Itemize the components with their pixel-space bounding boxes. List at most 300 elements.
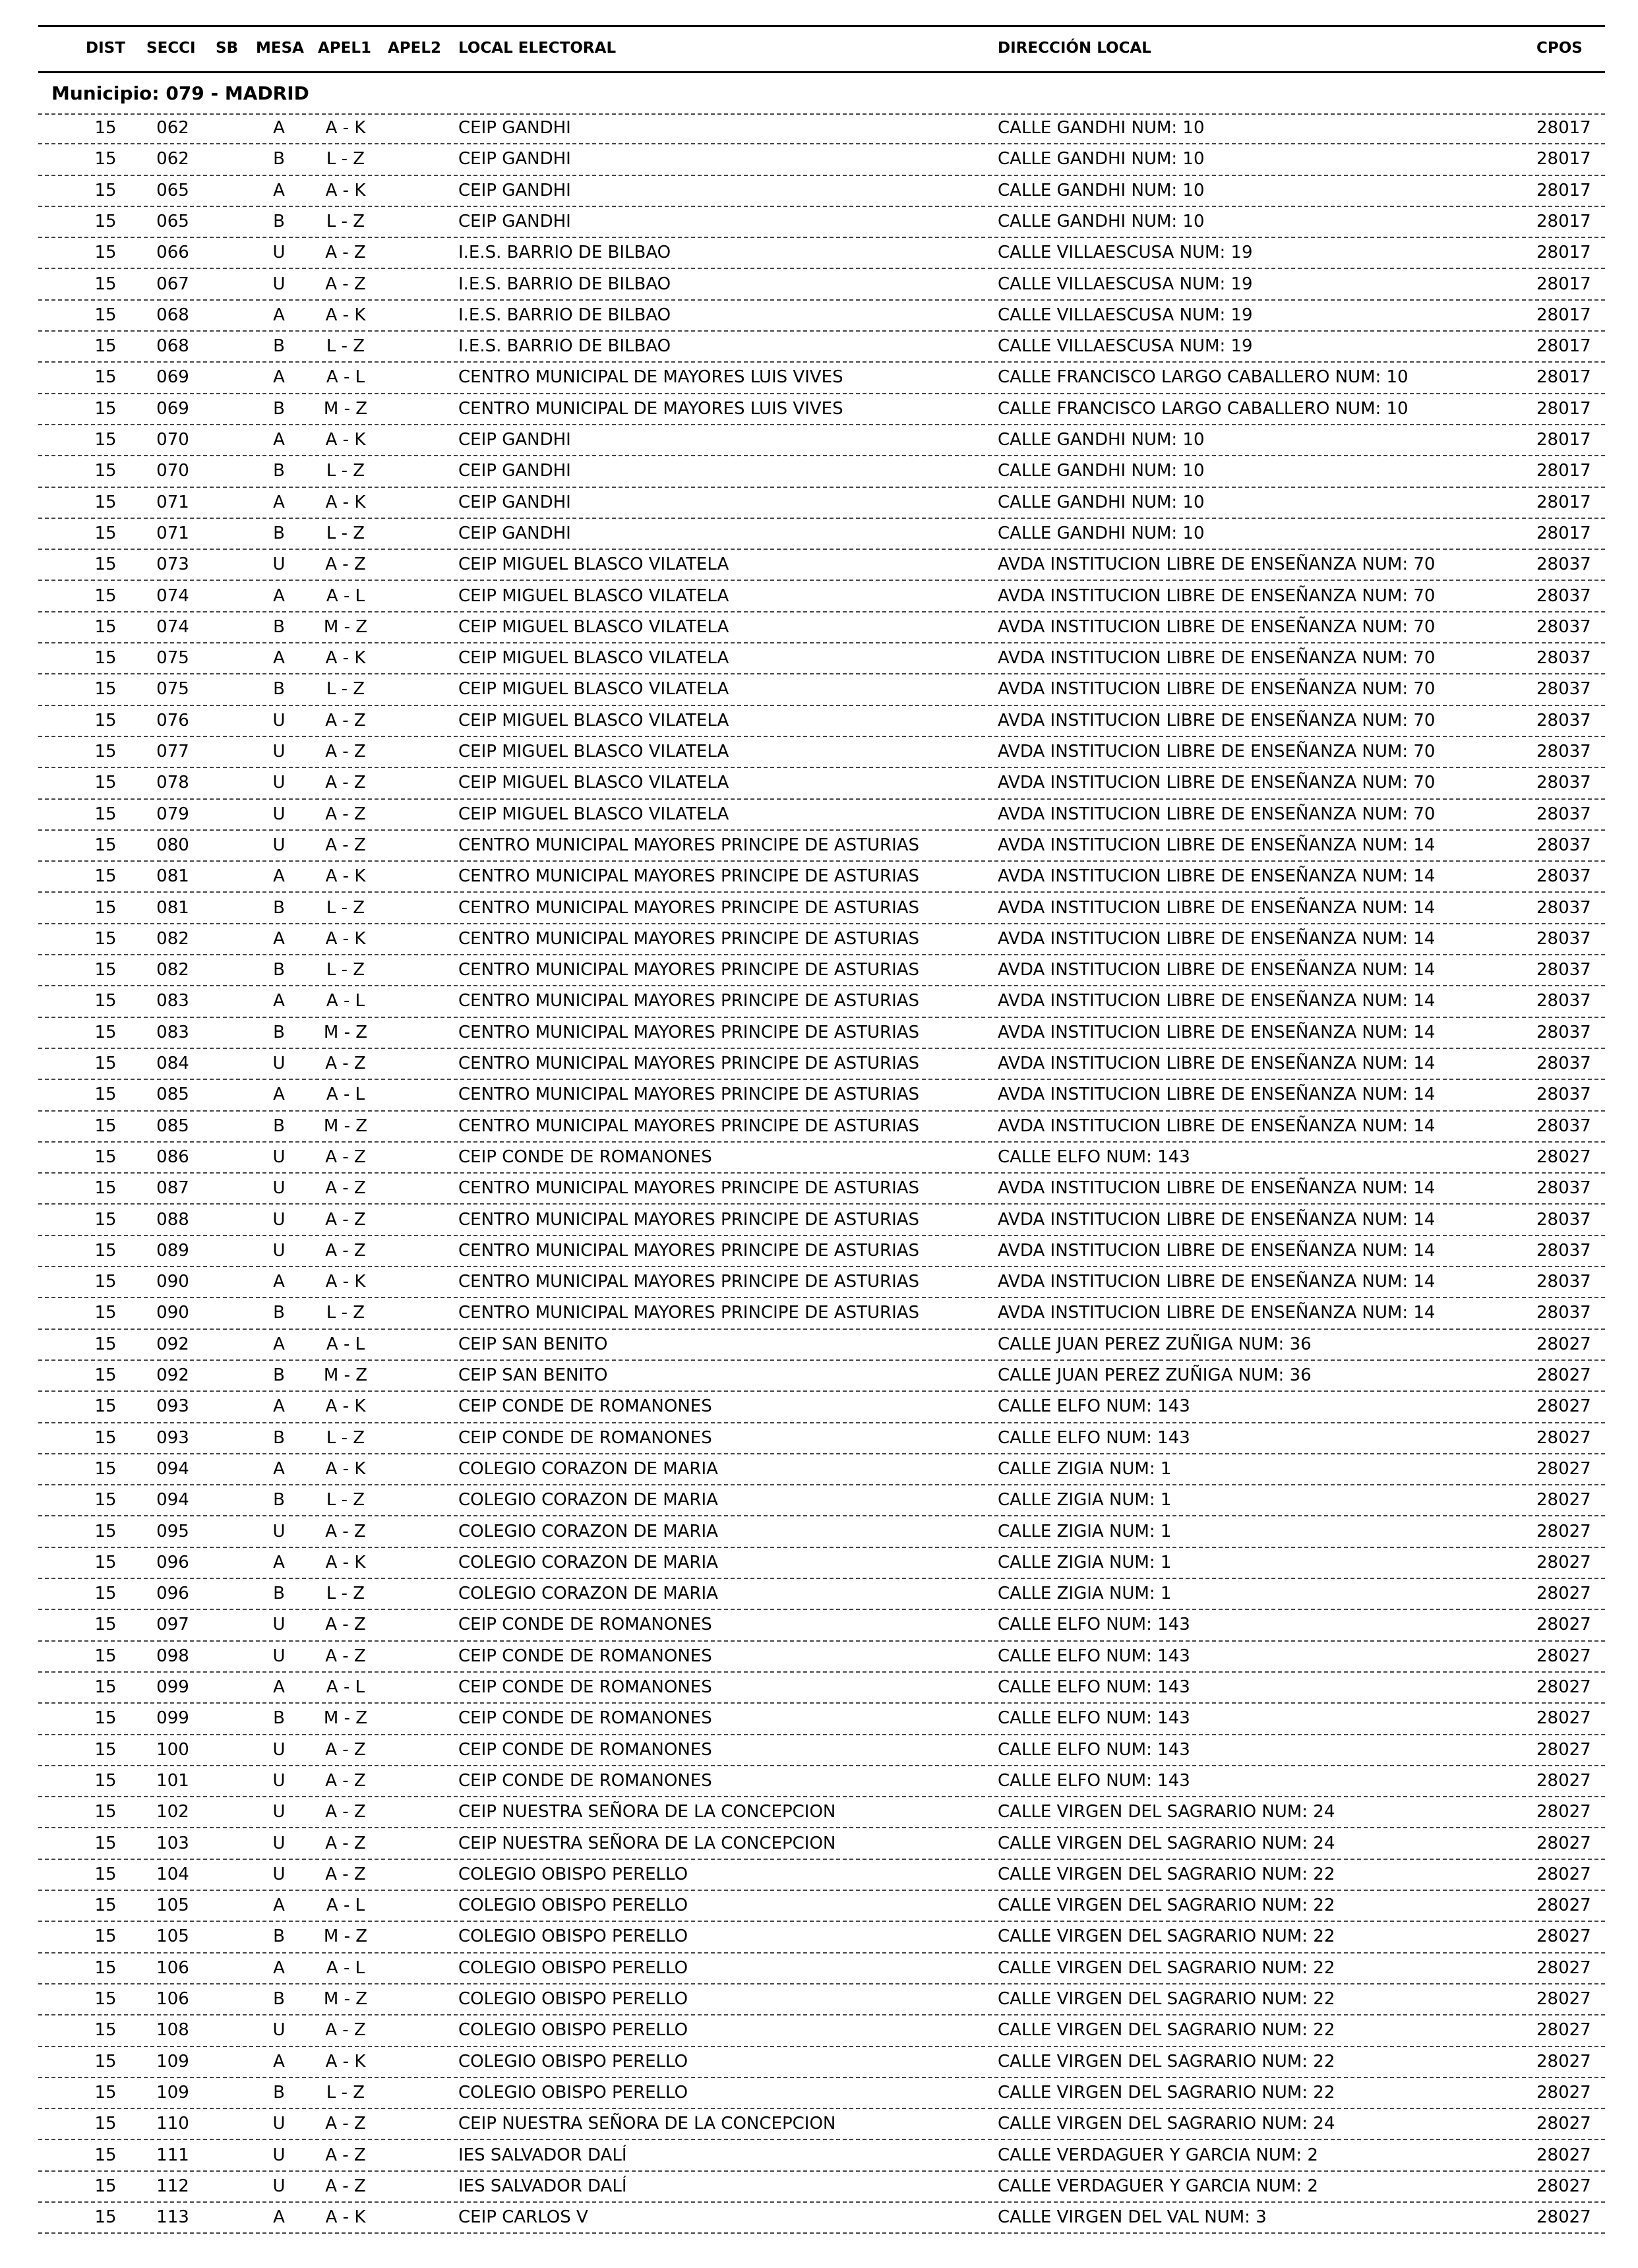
cell-mesa: U	[272, 2020, 286, 2041]
cell-secci: 096	[156, 1552, 189, 1572]
cell-local: CENTRO MUNICIPAL MAYORES PRINCIPE DE ASTURIAS	[458, 1303, 920, 1323]
cell-local: CENTRO MUNICIPAL DE MAYORES LUIS VIVES	[458, 367, 843, 388]
cell-cpos: 28017	[1536, 461, 1591, 481]
cell-direccion: CALLE VIRGEN DEL SAGRARIO NUM: 24	[998, 1833, 1335, 1853]
cell-mesa: A	[273, 928, 285, 949]
cell-cpos: 28027	[1536, 2020, 1591, 2041]
cell-mesa: U	[272, 2145, 286, 2165]
table-row	[0, 986, 1638, 1017]
cell-local: CEIP GANDHI	[458, 430, 571, 450]
cell-direccion: CALLE JUAN PEREZ ZUÑIGA NUM: 36	[998, 1334, 1312, 1354]
cell-cpos: 28037	[1536, 742, 1591, 761]
cell-local: CEIP GANDHI	[458, 461, 571, 481]
cell-mesa: U	[272, 1770, 286, 1791]
cell-mesa: U	[272, 835, 286, 855]
table-row	[0, 1267, 1638, 1298]
cell-secci: 062	[156, 118, 189, 138]
cell-local: CEIP MIGUEL BLASCO VILATELA	[458, 804, 729, 824]
cell-apel1: A - Z	[325, 804, 366, 824]
table-row	[0, 456, 1638, 487]
cell-local: CEIP CONDE DE ROMANONES	[458, 1646, 712, 1666]
cell-cpos: 28027	[1536, 1584, 1591, 1604]
cell-mesa: A	[273, 1396, 285, 1417]
table-row	[0, 1330, 1638, 1361]
cell-cpos: 28017	[1536, 367, 1591, 388]
cell-dist: 15	[94, 2114, 117, 2134]
cell-dist: 15	[94, 1615, 117, 1635]
cell-secci: 074	[156, 585, 189, 606]
cell-apel1: A - Z	[325, 2176, 366, 2196]
cell-direccion: CALLE ZIGIA NUM: 1	[998, 1458, 1172, 1479]
cell-cpos: 28037	[1536, 1022, 1591, 1042]
cell-mesa: U	[272, 554, 286, 575]
cell-local: CENTRO MUNICIPAL MAYORES PRINCIPE DE ASTURIAS	[458, 1022, 920, 1042]
cell-apel1: A - K	[325, 305, 366, 325]
cell-secci: 078	[156, 773, 189, 793]
cell-local: CENTRO MUNICIPAL MAYORES PRINCIPE DE ASTURIAS	[458, 1209, 920, 1230]
cell-local: CEIP GANDHI	[458, 118, 571, 138]
cell-mesa: U	[272, 710, 286, 731]
municipio-title: Municipio: 079 - MADRID	[51, 82, 309, 104]
table-row	[0, 519, 1638, 550]
cell-apel1: A - Z	[325, 1864, 366, 1884]
cell-secci: 104	[156, 1864, 189, 1884]
cell-direccion: CALLE GANDHI NUM: 10	[998, 149, 1205, 169]
cell-local: CENTRO MUNICIPAL MAYORES PRINCIPE DE ASTURIAS	[458, 991, 920, 1011]
cell-local: CEIP SAN BENITO	[458, 1334, 608, 1354]
table-row	[0, 1891, 1638, 1922]
cell-local: CENTRO MUNICIPAL MAYORES PRINCIPE DE ASTURIAS	[458, 1054, 920, 1073]
table-row	[0, 1298, 1638, 1329]
cell-mesa: U	[272, 742, 286, 761]
table-row	[0, 2078, 1638, 2109]
cell-apel1: A - K	[325, 928, 366, 949]
cell-mesa: B	[273, 1427, 285, 1448]
cell-apel1: A - Z	[325, 1739, 366, 1760]
cell-mesa: A	[273, 1552, 285, 1572]
table-row	[0, 1112, 1638, 1143]
cell-mesa: B	[273, 1303, 285, 1323]
table-row	[0, 144, 1638, 175]
cell-secci: 075	[156, 648, 189, 669]
cell-direccion: CALLE FRANCISCO LARGO CABALLERO NUM: 10	[998, 398, 1409, 419]
cell-apel1: A - K	[325, 2207, 366, 2228]
cell-apel1: A - K	[325, 866, 366, 887]
header-secci: SECCI	[146, 40, 196, 57]
cell-direccion: CALLE GANDHI NUM: 10	[998, 118, 1205, 138]
cell-mesa: U	[272, 2176, 286, 2196]
cell-mesa: U	[272, 1054, 286, 1073]
cell-apel1: M - Z	[323, 1926, 368, 1947]
cell-dist: 15	[94, 1365, 117, 1385]
cell-apel1: A - K	[325, 1458, 366, 1479]
cell-local: CEIP CONDE DE ROMANONES	[458, 1770, 712, 1791]
cell-mesa: U	[272, 274, 286, 294]
cell-secci: 084	[156, 1054, 189, 1073]
table-row	[0, 488, 1638, 519]
cell-local: CEIP CONDE DE ROMANONES	[458, 1739, 712, 1760]
table-row	[0, 1984, 1638, 2015]
table-row	[0, 1829, 1638, 1860]
table-row	[0, 706, 1638, 737]
cell-secci: 088	[156, 1209, 189, 1230]
cell-direccion: CALLE VIRGEN DEL SAGRARIO NUM: 22	[998, 1989, 1335, 2009]
cell-apel1: A - K	[325, 1396, 366, 1417]
cell-local: COLEGIO CORAZON DE MARIA	[458, 1584, 718, 1604]
cell-mesa: U	[272, 1147, 286, 1167]
cell-cpos: 28017	[1536, 211, 1591, 231]
table-row	[0, 1797, 1638, 1828]
cell-cpos: 28037	[1536, 928, 1591, 949]
cell-direccion: CALLE ELFO NUM: 143	[998, 1427, 1190, 1448]
cell-dist: 15	[94, 1926, 117, 1947]
cell-direccion: CALLE ZIGIA NUM: 1	[998, 1584, 1172, 1604]
cell-cpos: 28027	[1536, 1396, 1591, 1417]
cell-cpos: 28037	[1536, 616, 1591, 637]
table-row	[0, 768, 1638, 799]
table-row	[0, 2172, 1638, 2203]
cell-dist: 15	[94, 461, 117, 481]
cell-apel1: A - K	[325, 430, 366, 450]
cell-direccion: CALLE ELFO NUM: 143	[998, 1396, 1190, 1417]
cell-cpos: 28037	[1536, 1116, 1591, 1136]
cell-mesa: B	[273, 616, 285, 637]
table-row	[0, 1143, 1638, 1174]
cell-cpos: 28027	[1536, 2051, 1591, 2072]
cell-cpos: 28037	[1536, 1054, 1591, 1073]
cell-direccion: CALLE ZIGIA NUM: 1	[998, 1552, 1172, 1572]
cell-secci: 102	[156, 1802, 189, 1822]
cell-cpos: 28037	[1536, 1240, 1591, 1261]
cell-cpos: 28027	[1536, 2114, 1591, 2134]
cell-apel1: L - Z	[326, 897, 365, 918]
cell-local: COLEGIO CORAZON DE MARIA	[458, 1490, 718, 1510]
cell-mesa: B	[273, 149, 285, 169]
cell-mesa: A	[273, 180, 285, 200]
cell-apel1: A - Z	[325, 1240, 366, 1261]
cell-local: CEIP MIGUEL BLASCO VILATELA	[458, 554, 729, 575]
header-direccion: DIRECCIÓN LOCAL	[998, 40, 1151, 57]
cell-dist: 15	[94, 1334, 117, 1354]
cell-cpos: 28027	[1536, 1490, 1591, 1510]
cell-apel1: A - Z	[325, 1147, 366, 1167]
cell-cpos: 28037	[1536, 804, 1591, 824]
cell-secci: 067	[156, 274, 189, 294]
cell-mesa: A	[273, 118, 285, 138]
cell-local: CEIP MIGUEL BLASCO VILATELA	[458, 585, 729, 606]
table-row	[0, 207, 1638, 238]
cell-local: CENTRO MUNICIPAL MAYORES PRINCIPE DE ASTURIAS	[458, 835, 920, 855]
cell-direccion: AVDA INSTITUCION LIBRE DE ENSEÑANZA NUM: 14	[998, 1178, 1436, 1199]
cell-dist: 15	[94, 648, 117, 669]
cell-secci: 111	[156, 2145, 189, 2165]
cell-dist: 15	[94, 1054, 117, 1073]
cell-direccion: CALLE ELFO NUM: 143	[998, 1677, 1190, 1697]
cell-local: I.E.S. BARRIO DE BILBAO	[458, 243, 671, 263]
cell-apel1: A - Z	[325, 2114, 366, 2134]
table-row	[0, 1423, 1638, 1454]
header-cpos: CPOS	[1536, 40, 1583, 57]
table-row	[0, 301, 1638, 332]
table-row	[0, 1922, 1638, 1953]
cell-mesa: U	[272, 1240, 286, 1261]
cell-direccion: CALLE FRANCISCO LARGO CABALLERO NUM: 10	[998, 367, 1409, 388]
cell-apel1: A - L	[326, 1334, 365, 1354]
cell-mesa: B	[273, 1708, 285, 1729]
table-row	[0, 1485, 1638, 1516]
cell-secci: 068	[156, 305, 189, 325]
cell-dist: 15	[94, 1646, 117, 1666]
cell-mesa: U	[272, 804, 286, 824]
cell-secci: 086	[156, 1147, 189, 1167]
cell-mesa: A	[273, 1957, 285, 1978]
cell-secci: 090	[156, 1303, 189, 1323]
cell-direccion: AVDA INSTITUCION LIBRE DE ENSEÑANZA NUM: 70	[998, 648, 1436, 669]
cell-mesa: A	[273, 1085, 285, 1105]
cell-secci: 079	[156, 804, 189, 824]
table-row	[0, 1018, 1638, 1049]
cell-local: CEIP GANDHI	[458, 180, 571, 200]
cell-cpos: 28037	[1536, 585, 1591, 606]
cell-cpos: 28027	[1536, 1708, 1591, 1729]
cell-local: CENTRO MUNICIPAL MAYORES PRINCIPE DE ASTURIAS	[458, 897, 920, 918]
table-row	[0, 425, 1638, 456]
cell-direccion: CALLE VIRGEN DEL SAGRARIO NUM: 24	[998, 1802, 1335, 1822]
cell-mesa: B	[273, 1022, 285, 1042]
cell-apel1: L - Z	[326, 211, 365, 231]
cell-mesa: U	[272, 2114, 286, 2134]
cell-local: CEIP CONDE DE ROMANONES	[458, 1677, 712, 1697]
cell-apel1: M - Z	[323, 1116, 368, 1136]
cell-direccion: CALLE VIRGEN DEL SAGRARIO NUM: 22	[998, 2051, 1335, 2072]
cell-apel1: L - Z	[326, 679, 365, 700]
cell-mesa: U	[272, 1615, 286, 1635]
cell-cpos: 28037	[1536, 991, 1591, 1011]
cell-local: I.E.S. BARRIO DE BILBAO	[458, 305, 671, 325]
cell-secci: 094	[156, 1490, 189, 1510]
table-row	[0, 550, 1638, 581]
cell-local: I.E.S. BARRIO DE BILBAO	[458, 274, 671, 294]
cell-apel1: L - Z	[326, 149, 365, 169]
cell-local: CEIP MIGUEL BLASCO VILATELA	[458, 679, 729, 700]
cell-direccion: AVDA INSTITUCION LIBRE DE ENSEÑANZA NUM: 14	[998, 1022, 1436, 1042]
table-row	[0, 113, 1638, 144]
cell-local: CENTRO MUNICIPAL MAYORES PRINCIPE DE ASTURIAS	[458, 1272, 920, 1292]
row-separator	[38, 2232, 1605, 2234]
cell-secci: 089	[156, 1240, 189, 1261]
cell-dist: 15	[94, 2176, 117, 2196]
cell-mesa: U	[272, 1833, 286, 1853]
cell-mesa: A	[273, 585, 285, 606]
cell-apel1: M - Z	[323, 616, 368, 637]
cell-dist: 15	[94, 180, 117, 200]
cell-secci: 108	[156, 2020, 189, 2041]
cell-dist: 15	[94, 2207, 117, 2228]
cell-dist: 15	[94, 336, 117, 357]
cell-secci: 106	[156, 1957, 189, 1978]
cell-direccion: CALLE ELFO NUM: 143	[998, 1646, 1190, 1666]
cell-local: I.E.S. BARRIO DE BILBAO	[458, 336, 671, 357]
cell-dist: 15	[94, 710, 117, 731]
cell-cpos: 28017	[1536, 118, 1591, 138]
cell-secci: 071	[156, 523, 189, 543]
cell-dist: 15	[94, 1147, 117, 1167]
cell-secci: 065	[156, 211, 189, 231]
cell-direccion: CALLE ELFO NUM: 143	[998, 1708, 1190, 1729]
cell-dist: 15	[94, 897, 117, 918]
cell-apel1: A - Z	[325, 1209, 366, 1230]
cell-apel1: L - Z	[326, 1303, 365, 1323]
cell-mesa: A	[273, 2051, 285, 2072]
cell-dist: 15	[94, 1677, 117, 1697]
cell-direccion: CALLE ELFO NUM: 143	[998, 1615, 1190, 1635]
cell-direccion: CALLE GANDHI NUM: 10	[998, 430, 1205, 450]
cell-direccion: CALLE GANDHI NUM: 10	[998, 211, 1205, 231]
cell-mesa: B	[273, 1926, 285, 1947]
cell-dist: 15	[94, 1989, 117, 2009]
cell-direccion: AVDA INSTITUCION LIBRE DE ENSEÑANZA NUM: 70	[998, 585, 1436, 606]
cell-mesa: A	[273, 991, 285, 1011]
cell-apel1: A - Z	[325, 1054, 366, 1073]
cell-secci: 070	[156, 461, 189, 481]
cell-mesa: A	[273, 305, 285, 325]
cell-cpos: 28027	[1536, 1458, 1591, 1479]
cell-direccion: AVDA INSTITUCION LIBRE DE ENSEÑANZA NUM: 14	[998, 1272, 1436, 1292]
cell-secci: 090	[156, 1272, 189, 1292]
cell-direccion: CALLE JUAN PEREZ ZUÑIGA NUM: 36	[998, 1365, 1312, 1385]
cell-apel1: A - K	[325, 1272, 366, 1292]
cell-apel1: A - Z	[325, 1615, 366, 1635]
cell-direccion: AVDA INSTITUCION LIBRE DE ENSEÑANZA NUM: 14	[998, 1240, 1436, 1261]
cell-local: COLEGIO OBISPO PERELLO	[458, 1989, 688, 2009]
cell-mesa: A	[273, 430, 285, 450]
cell-local: CEIP GANDHI	[458, 211, 571, 231]
cell-dist: 15	[94, 835, 117, 855]
cell-apel1: A - K	[325, 118, 366, 138]
cell-direccion: AVDA INSTITUCION LIBRE DE ENSEÑANZA NUM: 14	[998, 1054, 1436, 1073]
table-row	[0, 1361, 1638, 1392]
cell-dist: 15	[94, 1085, 117, 1105]
cell-dist: 15	[94, 1708, 117, 1729]
cell-local: CEIP CONDE DE ROMANONES	[458, 1147, 712, 1167]
cell-direccion: AVDA INSTITUCION LIBRE DE ENSEÑANZA NUM: 70	[998, 773, 1436, 793]
header-dist: DIST	[86, 40, 125, 57]
table-row	[0, 1392, 1638, 1423]
cell-apel1: L - Z	[326, 523, 365, 543]
cell-apel1: L - Z	[326, 1490, 365, 1510]
cell-secci: 085	[156, 1116, 189, 1136]
cell-direccion: AVDA INSTITUCION LIBRE DE ENSEÑANZA NUM: 14	[998, 1209, 1436, 1230]
table-row	[0, 2109, 1638, 2140]
cell-direccion: CALLE VIRGEN DEL SAGRARIO NUM: 22	[998, 2020, 1335, 2041]
table-row	[0, 831, 1638, 862]
cell-local: CEIP CARLOS V	[458, 2207, 588, 2228]
cell-local: CEIP MIGUEL BLASCO VILATELA	[458, 648, 729, 669]
cell-local: CENTRO MUNICIPAL DE MAYORES LUIS VIVES	[458, 398, 843, 419]
table-row	[0, 2203, 1638, 2234]
cell-local: CENTRO MUNICIPAL MAYORES PRINCIPE DE ASTURIAS	[458, 1178, 920, 1199]
cell-dist: 15	[94, 1178, 117, 1199]
cell-apel1: A - L	[326, 1957, 365, 1978]
cell-mesa: U	[272, 1802, 286, 1822]
cell-apel1: A - Z	[325, 773, 366, 793]
cell-dist: 15	[94, 1864, 117, 1884]
table-row	[0, 1673, 1638, 1704]
cell-local: CEIP CONDE DE ROMANONES	[458, 1708, 712, 1729]
cell-direccion: AVDA INSTITUCION LIBRE DE ENSEÑANZA NUM: 14	[998, 835, 1436, 855]
cell-local: CEIP MIGUEL BLASCO VILATELA	[458, 773, 729, 793]
cell-cpos: 28037	[1536, 773, 1591, 793]
cell-direccion: CALLE VIRGEN DEL SAGRARIO NUM: 22	[998, 1926, 1335, 1947]
cell-secci: 069	[156, 367, 189, 388]
cell-secci: 112	[156, 2176, 189, 2196]
cell-apel1: A - L	[326, 585, 365, 606]
cell-direccion: AVDA INSTITUCION LIBRE DE ENSEÑANZA NUM: 70	[998, 554, 1436, 575]
cell-secci: 093	[156, 1396, 189, 1417]
cell-secci: 065	[156, 180, 189, 200]
cell-local: IES SALVADOR DALÍ	[458, 2145, 627, 2165]
cell-direccion: CALLE VILLAESCUSA NUM: 19	[998, 274, 1253, 294]
cell-cpos: 28017	[1536, 492, 1591, 512]
cell-dist: 15	[94, 960, 117, 980]
cell-mesa: A	[273, 1677, 285, 1697]
cell-mesa: U	[272, 1646, 286, 1666]
cell-direccion: AVDA INSTITUCION LIBRE DE ENSEÑANZA NUM: 70	[998, 616, 1436, 637]
cell-apel1: A - K	[325, 648, 366, 669]
cell-mesa: B	[273, 2082, 285, 2103]
cell-direccion: CALLE ZIGIA NUM: 1	[998, 1521, 1172, 1541]
cell-cpos: 28027	[1536, 1926, 1591, 1947]
cell-direccion: CALLE GANDHI NUM: 10	[998, 180, 1205, 200]
cell-apel1: M - Z	[323, 1022, 368, 1042]
cell-cpos: 28037	[1536, 1209, 1591, 1230]
cell-local: COLEGIO OBISPO PERELLO	[458, 2082, 688, 2103]
cell-local: CENTRO MUNICIPAL MAYORES PRINCIPE DE ASTURIAS	[458, 960, 920, 980]
cell-mesa: U	[272, 773, 286, 793]
table-row	[0, 394, 1638, 425]
cell-apel1: A - Z	[325, 274, 366, 294]
cell-apel1: A - K	[325, 492, 366, 512]
table-row	[0, 1174, 1638, 1205]
cell-cpos: 28037	[1536, 960, 1591, 980]
cell-direccion: AVDA INSTITUCION LIBRE DE ENSEÑANZA NUM: 14	[998, 1303, 1436, 1323]
cell-dist: 15	[94, 804, 117, 824]
cell-secci: 095	[156, 1521, 189, 1541]
cell-mesa: U	[272, 1864, 286, 1884]
table-row	[0, 2015, 1638, 2046]
cell-cpos: 28017	[1536, 274, 1591, 294]
cell-dist: 15	[94, 773, 117, 793]
cell-local: CEIP MIGUEL BLASCO VILATELA	[458, 742, 729, 761]
table-row	[0, 1454, 1638, 1485]
cell-cpos: 28027	[1536, 1521, 1591, 1541]
cell-direccion: AVDA INSTITUCION LIBRE DE ENSEÑANZA NUM: 14	[998, 866, 1436, 887]
cell-secci: 092	[156, 1334, 189, 1354]
top-rule	[38, 25, 1605, 27]
cell-dist: 15	[94, 211, 117, 231]
cell-direccion: CALLE VILLAESCUSA NUM: 19	[998, 336, 1253, 357]
cell-secci: 109	[156, 2082, 189, 2103]
cell-cpos: 28037	[1536, 648, 1591, 669]
cell-mesa: U	[272, 1209, 286, 1230]
cell-local: CEIP NUESTRA SEÑORA DE LA CONCEPCION	[458, 2114, 836, 2134]
cell-direccion: CALLE GANDHI NUM: 10	[998, 523, 1205, 543]
cell-mesa: B	[273, 523, 285, 543]
cell-apel1: A - L	[326, 1895, 365, 1916]
table-row	[0, 674, 1638, 705]
cell-secci: 096	[156, 1584, 189, 1604]
cell-direccion: AVDA INSTITUCION LIBRE DE ENSEÑANZA NUM: 14	[998, 1085, 1436, 1105]
